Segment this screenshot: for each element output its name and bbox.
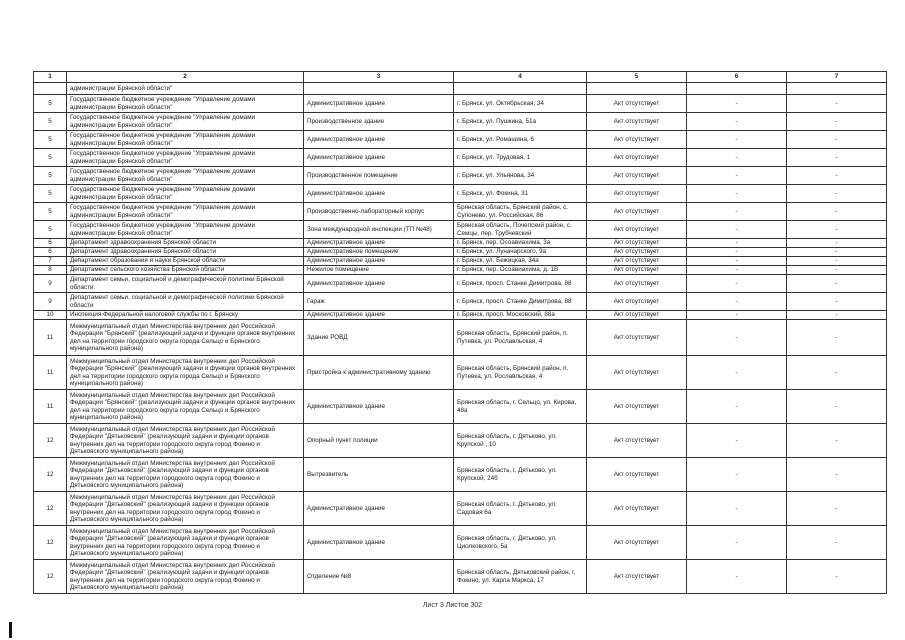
table-cell: Гараж (304, 293, 454, 311)
table-cell: - (687, 248, 787, 257)
table-cell: 5 (34, 131, 67, 149)
table-cell: 9 (34, 293, 67, 311)
table-cell: - (687, 95, 787, 113)
table-cell: Государственное бюджетное учреждение "Управление домами администрации Брянской области" (67, 149, 304, 167)
table-cell: Вытрезвитель (304, 458, 454, 492)
table-cell: 5 (34, 185, 67, 203)
table-cell: г. Брянск, ул. Ромашина, 6 (454, 131, 587, 149)
table-cell: Зона международной инспекции (ТП №48) (304, 221, 454, 239)
scan-edge-mark (9, 622, 12, 638)
table-cell: 5 (34, 203, 67, 221)
table-cell: Акт отсутствует (587, 356, 687, 390)
table-cell: - (787, 221, 887, 239)
table-cell: г. Брянск, ул. Бежицкая, 34а (454, 257, 587, 266)
column-header: 1 (34, 72, 67, 83)
table-cell: - (687, 221, 787, 239)
table-cell: Административное здание (304, 390, 454, 424)
table-cell: Административное здание (304, 95, 454, 113)
table-cell: Акт отсутствует (587, 203, 687, 221)
table-cell: Административное здание (304, 185, 454, 203)
table-cell: - (787, 356, 887, 390)
table-row (34, 458, 887, 492)
table-cell: Акт отсутствует (587, 95, 687, 113)
table-cell: Брянская область, Брянский район, с. Супонево, ул. Российская, 86 (454, 203, 587, 221)
table-cell: Межмуниципальный отдел Министерства внутренних дел Российской Федерации "Брянский" (реализующий задачи и функции органов внутренних дел на территории городского округа города Сельцо и Брянского муниципального района) (67, 320, 304, 356)
table-cell: Акт отсутствует (587, 424, 687, 458)
table-cell: администрации Брянской области" (67, 83, 304, 95)
table-cell: - (787, 95, 887, 113)
table-cell: - (787, 113, 887, 131)
table-cell: Брянская область, г. Сельцо, ул. Кирова, 48а (454, 390, 587, 424)
table-row (34, 275, 887, 293)
table-row (34, 113, 887, 131)
table-cell: - (687, 356, 787, 390)
table-cell: г. Брянск, просп. Станке Димитрова, 88 (454, 275, 587, 293)
table-cell: Пристройка к административному зданию (304, 356, 454, 390)
table-row (34, 257, 887, 266)
column-header: 7 (787, 72, 887, 83)
table-cell: - (687, 320, 787, 356)
table-cell: г. Брянск, ул. Трудовая, 1 (454, 149, 587, 167)
table-cell: 5 (34, 167, 67, 185)
table-cell: Государственное бюджетное учреждение "Управление домами администрации Брянской области" (67, 185, 304, 203)
table-cell (454, 83, 587, 95)
table-cell: Административное здание (304, 311, 454, 320)
table-row (34, 221, 887, 239)
table-cell: - (787, 526, 887, 560)
table-cell: - (687, 239, 787, 248)
table-cell: Государственное бюджетное учреждение "Управление домами администрации Брянской области" (67, 203, 304, 221)
table-cell: Брянская область, г. Дятьково, ул. Крупской, 24б (454, 458, 587, 492)
table-cell: Межмуниципальный отдел Министерства внутренних дел Российской Федерации "Дятьковский" (реализующий задачи и функции органов внутренних дел на территории городского округа город Фокино и Дятьковского муниципального района) (67, 560, 304, 594)
table-cell: - (787, 424, 887, 458)
table-cell: 11 (34, 390, 67, 424)
table-cell: 11 (34, 356, 67, 390)
table-cell: Межмуниципальный отдел Министерства внутренних дел Российской Федерации "Брянский" (реализующий задачи и функции органов внутренних дел на территории городского округа города Сельцо и Брянского муниципального района) (67, 356, 304, 390)
table-cell: - (787, 203, 887, 221)
page-footer: Лист 3 Листов 302 (422, 602, 483, 609)
table-cell: 11 (34, 320, 67, 356)
table-cell: Административное здание (304, 275, 454, 293)
table-cell: Акт отсутствует (587, 492, 687, 526)
table-cell: Акт отсутствует (587, 131, 687, 149)
table-cell: Отделение №8 (304, 560, 454, 594)
table-row (34, 560, 887, 594)
table-row (34, 95, 887, 113)
table-row (34, 248, 887, 257)
table-row (34, 167, 887, 185)
table-cell: Акт отсутствует (587, 458, 687, 492)
table-cell: Акт отсутствует (587, 185, 687, 203)
table-row (34, 266, 887, 275)
table-cell: - (787, 149, 887, 167)
table-cell (304, 83, 454, 95)
table-cell: Акт отсутствует (587, 390, 687, 424)
table-cell: г. Брянск, ул. Пушкина, 51а (454, 113, 587, 131)
table-cell: - (787, 266, 887, 275)
table-cell: Опорный пункт полиции (304, 424, 454, 458)
table-cell: - (687, 275, 787, 293)
table-cell: Брянская область, г. Дятьково, ул. Крупской , 10 (454, 424, 587, 458)
table-cell: 12 (34, 458, 67, 492)
table-cell: Акт отсутствует (587, 526, 687, 560)
table-cell: - (687, 424, 787, 458)
table-cell: 5 (34, 95, 67, 113)
table-cell: - (787, 560, 887, 594)
table-cell: - (787, 167, 887, 185)
table-row (34, 390, 887, 424)
table-cell: Департамент здравоохранения Брянской области (67, 248, 304, 257)
table-cell: - (787, 311, 887, 320)
table-cell: Департамент семьи, социальной и демографической политики Брянской области (67, 293, 304, 311)
table-cell: - (787, 492, 887, 526)
table-cell: - (687, 293, 787, 311)
column-header: 2 (67, 72, 304, 83)
table-cell: Брянская область, г. Дятьково, ул. Циолковского, 5а (454, 526, 587, 560)
table-cell: - (787, 257, 887, 266)
table-cell: - (687, 167, 787, 185)
table-cell: - (787, 320, 887, 356)
table-cell: Департамент здравоохранения Брянской области (67, 239, 304, 248)
table-cell: Акт отсутствует (587, 239, 687, 248)
table-cell: 5 (34, 113, 67, 131)
table-cell: г. Брянск, пер. Осоавиахима, д. 1В (454, 266, 587, 275)
table-cell: г. Брянск, ул. Луначарского, 9а (454, 248, 587, 257)
table-cell: Акт отсутствует (587, 149, 687, 167)
table-cell: - (687, 185, 787, 203)
table-cell: Акт отсутствует (587, 248, 687, 257)
table-cell: Акт отсутствует (587, 167, 687, 185)
table-cell: Межмуниципальный отдел Министерства внутренних дел Российской Федерации "Дятьковский" (реализующий задачи и функции органов внутренних дел на территории городского округа город Фокино и Дятьковского муниципального района) (67, 424, 304, 458)
table-cell: Инспекция Федеральной налоговой службы по г. Брянску (67, 311, 304, 320)
table-cell: Государственное бюджетное учреждение "Управление домами администрации Брянской области" (67, 167, 304, 185)
table-row (34, 311, 887, 320)
table-cell: Департамент сельского хозяйства Брянской области (67, 266, 304, 275)
table-cell: Акт отсутствует (587, 293, 687, 311)
table-cell (587, 83, 687, 95)
table-cell: Межмуниципальный отдел Министерства внутренних дел Российской Федерации "Дятьковский" (реализующий задачи и функции органов внутренних дел на территории городского округа город Фокино и Дятьковского муниципального района) (67, 492, 304, 526)
table-cell: - (787, 275, 887, 293)
table-cell: - (787, 248, 887, 257)
table-row (34, 239, 887, 248)
table-cell: Акт отсутствует (587, 266, 687, 275)
table-cell: Государственное бюджетное учреждение "Управление домами администрации Брянской области" (67, 221, 304, 239)
table-cell: г. Брянск, просп. Московский, 88а (454, 311, 587, 320)
table-cell: Акт отсутствует (587, 221, 687, 239)
table-cell: 9 (34, 275, 67, 293)
table-cell: - (687, 113, 787, 131)
table-cell: Акт отсутствует (587, 257, 687, 266)
table-cell (787, 83, 887, 95)
table-cell: 5 (34, 221, 67, 239)
table-cell: Департамент семьи, социальной и демографической политики Брянской области (67, 275, 304, 293)
table-cell: 12 (34, 424, 67, 458)
table-row (34, 526, 887, 560)
table-cell: - (687, 266, 787, 275)
table-cell: Брянская область, Брянский район, п. Путевка, ул. Рославльская, 4 (454, 356, 587, 390)
table-cell: Межмуниципальный отдел Министерства внутренних дел Российской Федерации "Брянский" (реализующий задачи и функции органов внутренних дел на территории городского округа города Сельцо и Брянского муниципального района) (67, 390, 304, 424)
table-cell: г. Брянск, ул. Фокина, 31 (454, 185, 587, 203)
table-cell: Здание РОВД (304, 320, 454, 356)
table-row (34, 203, 887, 221)
table-cell: 7 (34, 257, 67, 266)
table-cell: Государственное бюджетное учреждение "Управление домами администрации Брянской области" (67, 131, 304, 149)
table-row (34, 356, 887, 390)
table-cell: Производственное здание (304, 113, 454, 131)
table-cell: 12 (34, 560, 67, 594)
table-cell: Производственно-лабораторный корпус (304, 203, 454, 221)
table-cell: Административное здание (304, 149, 454, 167)
table-cell: - (787, 239, 887, 248)
table-cell: 8 (34, 266, 67, 275)
table-cell: - (687, 203, 787, 221)
document-table (33, 71, 887, 594)
table-cell: Брянская область, г. Дятьково, ул. Садовая 6а (454, 492, 587, 526)
table-cell: 6 (34, 248, 67, 257)
table-cell: Брянская область, Брянский район, п. Путевка, ул. Рославльская, 4 (454, 320, 587, 356)
table-header-row (34, 72, 887, 83)
table-cell: Межмуниципальный отдел Министерства внутренних дел Российской Федерации "Дятьковский" (реализующий задачи и функции органов внутренних дел на территории городского округа город Фокино и Дятьковского муниципального района) (67, 458, 304, 492)
table-row (34, 185, 887, 203)
table-cell: г. Брянск, ул. Ульянова, 34 (454, 167, 587, 185)
table-cell: - (687, 149, 787, 167)
table-cell: - (687, 257, 787, 266)
table-cell: 10 (34, 311, 67, 320)
table-cell: Акт отсутствует (587, 320, 687, 356)
table-cell: Административное помещение (304, 248, 454, 257)
table-cell: - (687, 131, 787, 149)
table-cell: - (687, 492, 787, 526)
table-cell: Акт отсутствует (587, 113, 687, 131)
table-cell: Административное здание (304, 492, 454, 526)
table-cell: Брянская область, Дятьковский район, г. Фокино, ул. Карла Маркса, 17 (454, 560, 587, 594)
table-cell: - (787, 293, 887, 311)
table-cell: Государственное бюджетное учреждение "Управление домами администрации Брянской области" (67, 113, 304, 131)
table-cell: - (687, 390, 787, 424)
column-header: 4 (454, 72, 587, 83)
table-cell: - (687, 560, 787, 594)
table-cell: - (687, 311, 787, 320)
table-cell: Административное здание (304, 131, 454, 149)
table-cell: 12 (34, 526, 67, 560)
table-cell: Производственное помещение (304, 167, 454, 185)
table-cell: Департамент образования и науки Брянской области (67, 257, 304, 266)
column-header: 3 (304, 72, 454, 83)
table-row (34, 293, 887, 311)
table-cell: Акт отсутствует (587, 311, 687, 320)
table-cell: г. Брянск, просп. Станке Димитрова, 88 (454, 293, 587, 311)
table-cell: Брянская область, Почепский район, с. Семцы, пер. Трубчевский (454, 221, 587, 239)
table-cell: Государственное бюджетное учреждение "Управление домами администрации Брянской области" (67, 95, 304, 113)
table-cell: Межмуниципальный отдел Министерства внутренних дел Российской Федерации "Дятьковский" (реализующий задачи и функции органов внутренних дел на территории городского округа город Фокино и Дятьковского муниципального района) (67, 526, 304, 560)
table-cell: Административное здание (304, 526, 454, 560)
table-cell: 6 (34, 239, 67, 248)
table-cell: г. Брянск, пер. Осоавиахима, 3а (454, 239, 587, 248)
table-cell: - (787, 390, 887, 424)
table-cell: Нежилое помещение (304, 266, 454, 275)
table-cell: Акт отсутствует (587, 275, 687, 293)
table-cell: Административное здание (304, 239, 454, 248)
table-cell: Акт отсутствует (587, 560, 687, 594)
table-cell: - (787, 458, 887, 492)
column-header: 5 (587, 72, 687, 83)
table-cell (687, 83, 787, 95)
table-row (34, 492, 887, 526)
table-cell: 12 (34, 492, 67, 526)
table-cell: - (787, 131, 887, 149)
table-row (34, 149, 887, 167)
table-cell: Административное здание (304, 257, 454, 266)
table-row (34, 424, 887, 458)
table-row (34, 83, 887, 95)
table-row (34, 320, 887, 356)
table-cell: - (787, 185, 887, 203)
table-cell: - (687, 526, 787, 560)
table-row (34, 131, 887, 149)
table-cell: - (687, 458, 787, 492)
table-cell: г. Брянск, ул. Октябрьская, 34 (454, 95, 587, 113)
column-header: 6 (687, 72, 787, 83)
table-cell (34, 83, 67, 95)
table-cell: 5 (34, 149, 67, 167)
